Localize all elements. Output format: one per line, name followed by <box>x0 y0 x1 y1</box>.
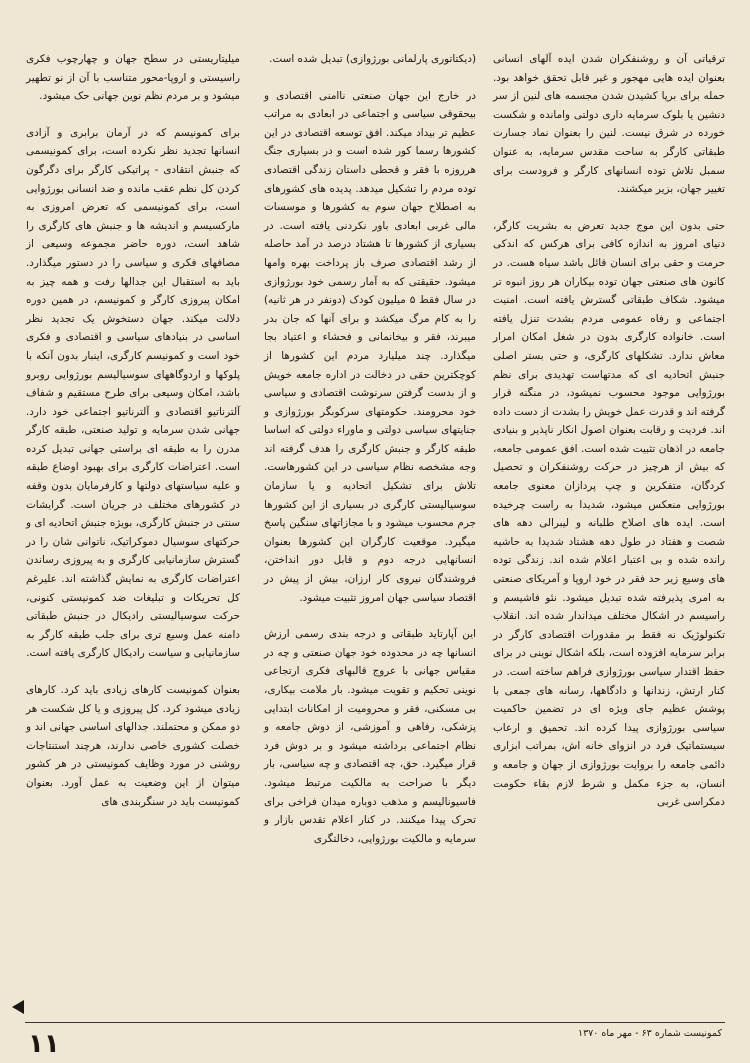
paragraph: این آپارتاید طبقاتی و درجه بندی رسمی ارزش انسانها چه در محدوده خود جهان صنعتی و چه در مقیاس جهانی با عروج قالبهای فکری ارتجاعی نوینی تحکیم و تقویت میشود. بار ملامت بیکاری، بی مسکنی، فقر و محرومیت از امکانات ابتدایی پزشکی، رفاهی و آموزشی، از دوش جامعه و نظام اجتماعی برداشته میشود و بر دوش فرد قرار میگیرد. حق، چه اقتصادی و چه سیاسی، بار دیگر با صراحت به مالکیت مرتبط میشود. فاسیونالیسم و مذهب دوباره میدان فراخی برای تحرک پیدا میکنند. در کنار اعلام تقدس بازار و سرمایه و مالکیت بورژوایی، دخالتگری <box>264 628 476 845</box>
journal-info: کمونیست شماره ۶۳ - مهر ماه ۱۳۷۰ <box>577 1028 722 1039</box>
article-column-right <box>493 50 725 1020</box>
paragraph: میلیتاریستی در سطح جهان و چهارچوب فکری راسیستی و اروپا-محور متناسب با آن از نو تطهیر میشود و بر مردم نظم نوین جهانی حک میشود. <box>26 53 240 103</box>
article-column-left <box>26 50 240 1020</box>
page-number: ۱۱ <box>28 1029 60 1059</box>
paragraph: برای کمونیسم که در آرمان برابری و آزادی انسانها تجدید نظر نکرده است، برای کمونیسمی که جنبش انتقادی - پراتیکی کارگر برای دگرگون کردن کل نظم عقب مانده و ضد انسانی بورژوایی است، برای کمونیسمی که تعرض امروزی به مارکسیسم و اندیشه ها و جنبش های کارگری را شاهد است، دوره حاضر مجموعه وسیعی از مصافهای فکری و سیاسی را در دستور میگذارد. باید به استقبال این جدالها رفت و همه چیز به امکان پیروزی کارگر و کمونیسم، در همین دوره دلالت میکند. جهان دستخوش یک تجدید نظر اساسی در بنیادهای سیاسی و اقتصادی و فکری خود است و کمونیسم کارگری، اینبار بدون آنکه با پلوکها و اردوگاههای سوسیالیسم بورژوایی روبرو باشد، امکان وسیعی برای طرح مستقیم و شفاف آلترناتیو اقتصادی و آلترناتیو اجتماعی خود دارد. جهانی شدن سرمایه و تولید صنعتی، طبقه کارگر مدرن را به طبقه ای براستی جهانی تبدیل کرده است. اعتراضات کارگری برای بهبود اوضاع طبقه و علیه سیاستهای دولتها و کارفرمایان بدون وقفه در کشورهای مختلف در جریان است. گرایشات سنتی در جنبش کارگری، بویژه جنبش اتحادیه ای و حرکتهای سوسیال دموکراتیک، ناتوانی شان را در گسترش سازمانیابی کارگری و به پیروزی رساندن اعتراضات کارگری به نمایش گذاشته اند. علیرغم کل تحریکات و تبلیغات ضد کمونیستی کنونی، حرکت سوسیالیستی رادیکال در جنبش طبقاتی دامنه عمل وسیع تری برای جلب طبقه کارگر به سازمانیابی و سیاست رادیکال کارگری یافته است. <box>26 126 240 660</box>
paragraph: در خارج این جهان صنعتی ناامنی اقتصادی و بیحقوقی سیاسی و اجتماعی در ابعادی به مراتب عظیم تر بیداد میکند. افق توسعه اقتصادی در این کشورها رسما کور شده است و در بسیاری جنگ هرروزه با فقر و قحطی داستان زندگی اقتصادی توده مردم را تشکیل میدهد. پدیده های کشورهای به اصطلاح جهان سوم به کشورها و موسسات مالی غربی ابعادی باور نکردنی یافته است. در بسیاری از کشورها تا هشتاد درصد در آمد حاصله از رشد اقتصادی صرف باز پرداخت بهره وامها میشود. حقیقتی که به آمار رسمی خود بورژوازی در سال فقط ۵ میلیون کودک (دونفر در هر ثانیه) را به کام مرگ میکشد و برای آنها که جان بدر میبرند، فقر و بیخانمانی و فحشاء و اعتیاد بجا میگذارد. چند میلیارد مردم این کشورها از کوچکترین حقی در دخالت در اداره جامعه خویش و از بدست گرفتن سرنوشت اقتصادی و سیاسی خود محرومند. حکومتهای سرکوبگر بورژوازی و جنایتهای سیاسی دولتی و ماوراء دولتی که اساسا طبقه کارگر و جنبش کارگری را هدف گرفته اند وجه مشخصه نظام سیاسی در این کشورهاست. تلاش برای تشکیل اتحادیه و یا سازمان سوسیالیستی کارگری در بسیاری از این کشورها جرم محسوب میشود و با مجازاتهای سنگین پاسخ میگیرد. موقعیت کارگران این کشورها بعنوان انسانهایی درجه دوم و قابل دور انداختن، فروشندگان نیروی کار ارزان، بیش از پیش در اقتصاد سیاسی جهان امروز تثبیت میشود. <box>264 89 477 604</box>
article-column-middle <box>264 50 476 1020</box>
footer-divider <box>25 1022 725 1023</box>
paragraph: (دیکتاتوری پارلمانی بورژوازی) تبدیل شده است. <box>269 53 476 65</box>
paragraph: حتی بدون این موج جدید تعرض به بشریت کارگر، دنیای امروز به اندازه کافی برای هرکس که اندکی حرمت و حقی برای انسان قائل باشد سیاه هست. در کانون های صنعتی جهان توده بیکاران هر روز انبوه تر میشود. شکاف طبقاتی گسترش یافته است. امنیت اجتماعی و رفاه عمومی مردم بشدت تنزل یافته است. خانواده کارگری بدون در شغل امکان امرار معاش ندارد. تشکلهای کارگری، و حتی بستر اصلی جنبش اتحادیه ای که مدتهاست تهدیدی برای نظم بورژوایی موجود محسوب نمیشود، در منگنه قرار گرفته اند و قدرت عمل خویش را بشدت از دست داده اند. فردیت و رقابت بعنوان اصول انکار ناپذیر و بنیادی جامعه در اذهان تثبیت شده است. افق عمومی جامعه، که بیش از هرچیز در حرکت روشنفکران و تحصیل کردگان، متفکرین و چپ پردازان معنوی جامعه بورژوایی منعکس میشود، شدیدا به راست چرخیده است. ایده های اصلاح طلبانه و لیبرالی دهه های شصت و هفتاد در طول دهه هشتاد شدیدا به حاشیه رانده شده و بی اعتبار اعلام شده اند. زندگی توده های وسیع زیر حد فقر در خود اروپا و آمریکای صنعتی به امری پذیرفته شده تبدیل میشود. نئو فاشیسم و راسیسم در اشکال مختلف میداندار شده اند. انقلاب تکنولوژیک نه فقط بر مقدورات اقتصادی کارگر در برابر سرمایه افزوده است، بلکه اشکال نوینی در برای حفظ اقتدار سیاسی بورژوازی فراهم ساخته است. در کنار ارتش، زندانها و دادگاهها، رسانه های جمعی با پوشش عظیم جای ویژه ای در تضمین حاکمیت سیاسی بورژوازی پیدا کرده اند. تحمیق و ارعاب سیستماتیک فرد در انزوای خانه اش، بمراتب ابزاری دائمی جامعه را بروایت بورژوازی از جهان و جامعه و انسان، به جزء مکمل و شرط لازم بقاء حکومت دمکراسی غربی <box>493 219 725 809</box>
paragraph: ترقیاتی آن و روشنفکران شدن ایده آلهای انسانی بعنوان ایده هایی مهجور و غیر قابل تحقق خواهد بود. حمله برای برپا کشیدن شدن مجسمه های لنین از سر دنشین یا بلوک سرمایه داری دولتی وامانده و شکست خورده در شرق نیست. لنین را بعنوان نماد جسارت طبقاتی کارگر به ساحت مقدس سرمایه، به عنوان سمبل تلاش توده انسانهای کارگر و فرودست برای تغییر جهان، بزیر میکشند. <box>493 53 725 196</box>
left-arrow-icon <box>12 1000 24 1014</box>
paragraph: بعنوان کمونیست کارهای زیادی باید کرد. کارهای زیادی میشود کرد. کل پیروزی و یا کل شکست هر دو ممکن و محتملند. جدالهای اساسی جهانی اند و خصلت کشوری خاصی ندارند، هرچند استنتاجات روشنی در مورد وظایف کمونیستی در هر کشور میتوان از این وضعیت به عمل آورد. بعنوان کمونیست باید در سنگربندی های <box>26 684 240 808</box>
